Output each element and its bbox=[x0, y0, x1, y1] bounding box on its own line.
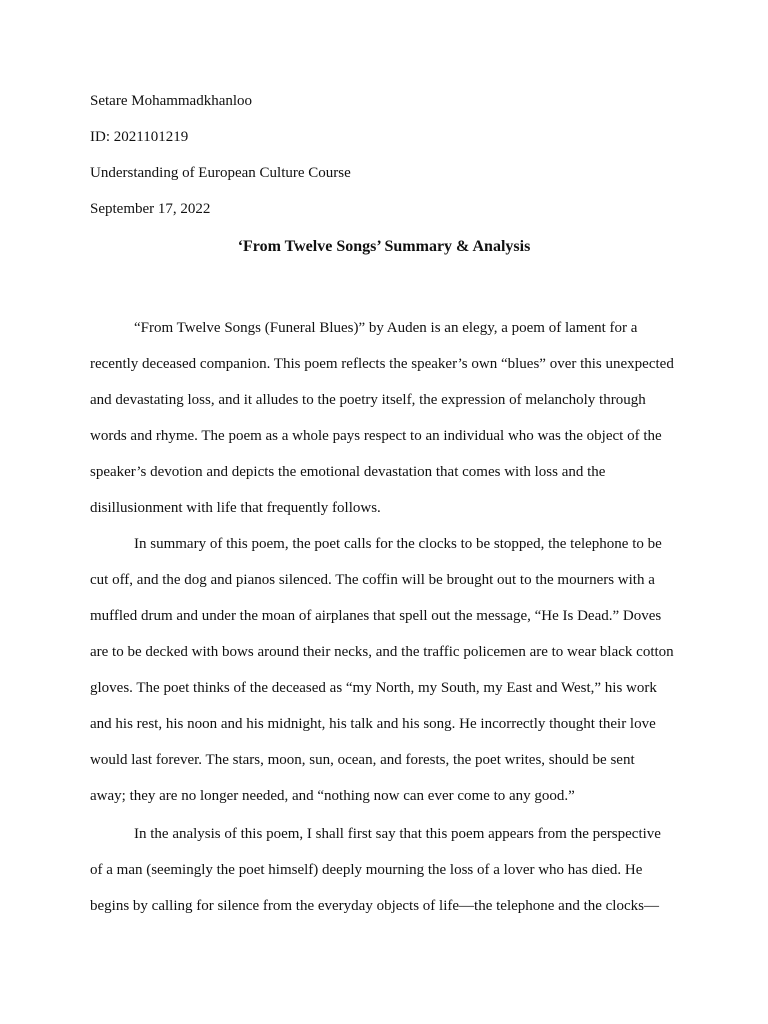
document-date: September 17, 2022 bbox=[90, 201, 211, 217]
student-id: ID: 2021101219 bbox=[90, 129, 189, 145]
header-block bbox=[90, 92, 690, 236]
paragraph-line: cut off, and the dog and pianos silenced. The coffin will be brought out to the mourners with a bbox=[90, 572, 655, 588]
paragraph-line: disillusionment with life that frequently follows. bbox=[90, 500, 381, 516]
document-title: ‘From Twelve Songs’ Summary & Analysis bbox=[237, 238, 531, 255]
paragraph-line: begins by calling for silence from the everyday objects of life—the telephone and the clocks— bbox=[90, 898, 659, 914]
paragraph-line: and his rest, his noon and his midnight, his talk and his song. He incorrectly thought their love bbox=[90, 716, 656, 732]
paragraph-line: of a man (seemingly the poet himself) deeply mourning the loss of a lover who has died. He bbox=[90, 862, 643, 878]
paragraph-line: are to be decked with bows around their necks, and the traffic policemen are to wear black cotton bbox=[90, 644, 674, 660]
paragraph-line: muffled drum and under the moan of airplanes that spell out the message, “He Is Dead.” Doves bbox=[90, 608, 662, 624]
paragraph-line: “From Twelve Songs (Funeral Blues)” by Auden is an elegy, a poem of lament for a bbox=[134, 320, 638, 336]
paragraph-line: words and rhyme. The poem as a whole pays respect to an individual who was the object of the bbox=[90, 428, 662, 444]
paragraph-line: speaker’s devotion and depicts the emotional devastation that comes with loss and the bbox=[90, 464, 606, 480]
paragraph-analysis bbox=[90, 824, 680, 932]
document-body bbox=[90, 318, 680, 932]
paragraph-line: recently deceased companion. This poem reflects the speaker’s own “blues” over this unexpected bbox=[90, 356, 674, 372]
paragraph-line: away; they are no longer needed, and “nothing now can ever come to any good.” bbox=[90, 788, 575, 804]
paragraph-line: In summary of this poem, the poet calls for the clocks to be stopped, the telephone to be bbox=[134, 536, 662, 552]
paragraph-line: In the analysis of this poem, I shall first say that this poem appears from the perspective bbox=[134, 826, 661, 842]
paragraph-line: would last forever. The stars, moon, sun, ocean, and forests, the poet writes, should be sent bbox=[90, 752, 635, 768]
paragraph-line: and devastating loss, and it alludes to the poetry itself, the expression of melancholy through bbox=[90, 392, 646, 408]
author-name: Setare Mohammadkhanloo bbox=[90, 93, 253, 109]
paragraph-summary bbox=[90, 534, 680, 822]
paragraph-intro bbox=[90, 318, 680, 534]
paragraph-line: gloves. The poet thinks of the deceased as “my North, my South, my East and West,” his work bbox=[90, 680, 657, 696]
course-name: Understanding of European Culture Course bbox=[90, 165, 351, 181]
